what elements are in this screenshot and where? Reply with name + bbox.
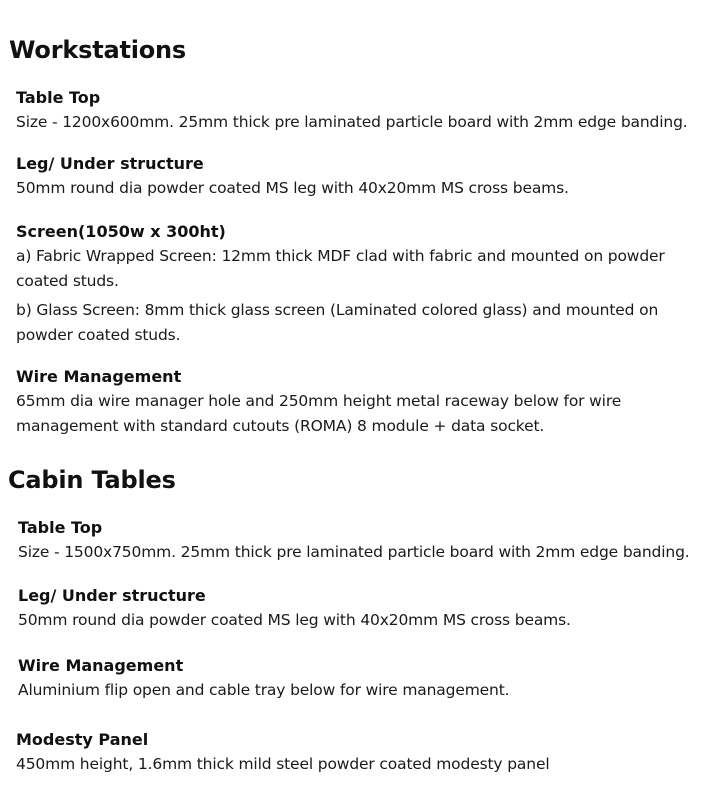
spec-block-table-top bbox=[16, 86, 706, 135]
spec-block-leg-under-structure bbox=[16, 152, 706, 201]
spec-heading: Leg/ Under structure bbox=[18, 586, 206, 605]
spec-heading: Screen(1050w x 300ht) bbox=[16, 222, 226, 241]
spec-block-table-top bbox=[18, 516, 708, 565]
spec-heading: Wire Management bbox=[18, 656, 184, 675]
spec-heading: Wire Management bbox=[16, 367, 182, 386]
spec-block-wire-management bbox=[16, 365, 666, 438]
spec-text: Size - 1200x600mm. 25mm thick pre laminated particle board with 2mm edge banding. bbox=[16, 113, 688, 131]
section-title-cabin-tables: Cabin Tables bbox=[8, 466, 176, 494]
spec-heading: Leg/ Under structure bbox=[16, 154, 204, 173]
spec-heading: Table Top bbox=[18, 518, 103, 537]
spec-block-screen bbox=[16, 220, 696, 347]
spec-heading: Table Top bbox=[16, 88, 101, 107]
spec-block-modesty-panel bbox=[16, 728, 706, 777]
spec-text: 50mm round dia powder coated MS leg with 40x20mm MS cross beams. bbox=[16, 179, 569, 197]
spec-heading: Modesty Panel bbox=[16, 730, 149, 749]
section-title-workstations: Workstations bbox=[9, 36, 187, 64]
spec-text: 450mm height, 1.6mm thick mild steel powder coated modesty panel bbox=[16, 755, 550, 773]
spec-text: Size - 1500x750mm. 25mm thick pre laminated particle board with 2mm edge banding. bbox=[18, 543, 690, 561]
spec-text: Aluminium flip open and cable tray below for wire management. bbox=[18, 681, 510, 699]
spec-text: a) Fabric Wrapped Screen: 12mm thick MDF clad with fabric and mounted on powder coated studs. bbox=[16, 247, 665, 290]
spec-text: 65mm dia wire manager hole and 250mm height metal raceway below for wire management with standard cutouts (ROMA) 8 module + data socket. bbox=[16, 392, 622, 435]
spec-text: 50mm round dia powder coated MS leg with 40x20mm MS cross beams. bbox=[18, 611, 571, 629]
spec-text: b) Glass Screen: 8mm thick glass screen (Laminated colored glass) and mounted on powder coated studs. bbox=[16, 301, 659, 344]
spec-block-leg-under-structure bbox=[18, 584, 708, 633]
spec-block-wire-management bbox=[18, 654, 708, 703]
